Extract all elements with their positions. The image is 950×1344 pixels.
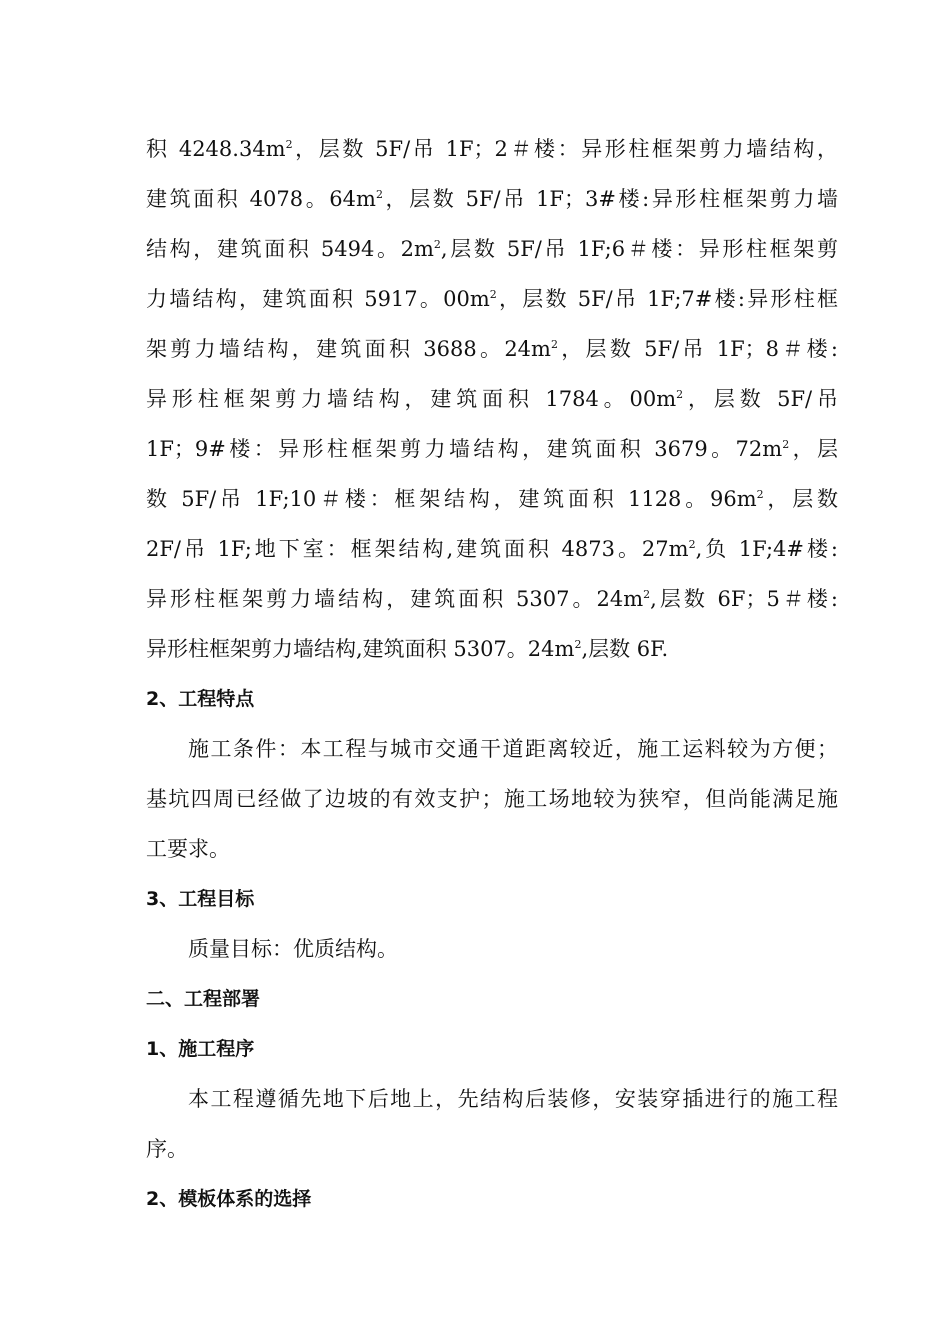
text-line: 施工条件：本工程与城市交通干道距离较近，施工运料较为方便； bbox=[188, 737, 838, 761]
section-heading-deployment: 二、工程部署 bbox=[146, 988, 261, 1010]
text-line: 工要求。 bbox=[146, 837, 230, 861]
text-line: 数 5F/吊 1F;10＃楼：框架结构，建筑面积 1128。$96m^2$，层数 bbox=[146, 487, 838, 511]
goal-paragraph: 质量目标：优质结构。 bbox=[188, 937, 398, 961]
text-line: 力墙结构，建筑面积 5917。$00m^2$，层数 5F/吊 1F;7#楼:异形柱框 bbox=[146, 287, 838, 311]
text-line: 2F/吊 1F;地下室：框架结构,建筑面积 4873。$27m^2$,负 1F;4#楼: bbox=[146, 537, 838, 561]
text-line: 基坑四周已经做了边坡的有效支护；施工场地较为狭窄，但尚能满足施 bbox=[146, 787, 838, 811]
text-line: 建筑面积 4078。$64m^2$，层数 5F/吊 1F；3#楼:异形柱框架剪力墙 bbox=[146, 187, 838, 211]
section-heading-goal: 3、工程目标 bbox=[146, 888, 255, 910]
text-line: 结构，建筑面积 5494。$2m^2$,层数 5F/吊 1F;6＃楼：异形柱框架剪 bbox=[146, 237, 838, 261]
section-heading-formwork: 2、模板体系的选择 bbox=[146, 1188, 312, 1210]
text-line: 异形柱框架剪力墙结构，建筑面积 1784。$00m^2$，层数 5F/吊 bbox=[146, 387, 838, 411]
document-page bbox=[146, 124, 838, 1224]
features-paragraph bbox=[146, 724, 838, 874]
building-info-paragraph bbox=[146, 124, 838, 674]
text-line: 序。 bbox=[146, 1137, 188, 1161]
text-line: 本工程遵循先地下后地上，先结构后装修，安装穿插进行的施工程 bbox=[188, 1087, 838, 1111]
text-line: 积 $4248.34m^2$，层数 5F/吊 1F；2＃楼：异形柱框架剪力墙结构， bbox=[146, 137, 838, 161]
text-line: 1F；9#楼：异形柱框架剪力墙结构，建筑面积 3679。$72m^2$，层 bbox=[146, 437, 838, 461]
text-line: 架剪力墙结构，建筑面积 3688。$24m^2$，层数 5F/吊 1F；8＃楼: bbox=[146, 337, 838, 361]
section-heading-sequence: 1、施工程序 bbox=[146, 1038, 255, 1060]
text-line: 异形柱框架剪力墙结构，建筑面积 5307。$24m^2$,层数 6F；5＃楼: bbox=[146, 587, 838, 611]
text-line: 异形柱框架剪力墙结构,建筑面积 5307。$24m^2$,层数 6F. bbox=[146, 637, 669, 661]
sequence-paragraph bbox=[146, 1074, 838, 1174]
section-heading-features: 2、工程特点 bbox=[146, 688, 255, 710]
